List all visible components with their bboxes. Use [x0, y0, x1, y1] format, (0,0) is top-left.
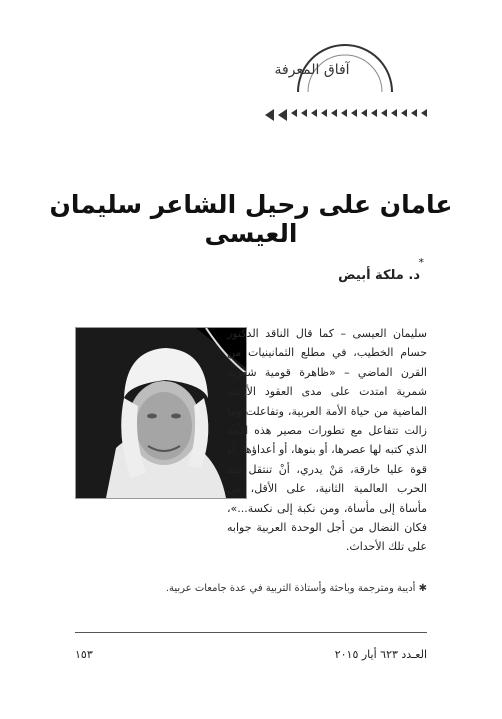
ornament-arrow-icon [311, 109, 317, 117]
ornament-arrow-icon [291, 109, 297, 117]
author-name: د. ملكة أبيض [338, 268, 420, 283]
ornament-arrow-icon [301, 109, 307, 117]
ornament-arrow-icon [381, 109, 387, 117]
article-title: عامان على رحيل الشاعر سليمان العيسى [49, 190, 453, 248]
ornament-arrow-icon [341, 109, 347, 117]
section-ornament [265, 109, 427, 121]
ornament-arrow-icon [331, 109, 337, 117]
ornament-arrow-icon [411, 109, 417, 117]
ornament-arrow-icon [401, 109, 407, 117]
article-paragraph: سليمان العيسى – كما قال الناقد الدكتور حسام الخطيب، في مطلع الثمانينيات من القرن الماضي – «ظاهرة قومية شعرية شمرية امتدت على مدى العقود الأربعة الماضية من حياة الأمة العربية، وتفاعلت وما زالت تتفاعل مع تطورات مصير هذه الأمة الذي كتبه لها عصرها، أو بنوها، أو أعداؤها، أو قوة عليا خارقة، مَنْ يدري، أنْ تنتقل منذ الحرب العالمية الثانية، على الأقل، من مأساة إلى مأساة، ومن نكبة إلى نكسة...»، فكان النضال من أجل الوحدة العربية جوابه على تلك الأحداث. [227, 327, 427, 554]
portrait-image [76, 328, 246, 498]
ornament-arrow-icon [391, 109, 397, 117]
ornament-arrow-icon [351, 109, 357, 117]
ornament-arrow-icon [361, 109, 367, 117]
ornament-arrow-icon [421, 109, 427, 117]
section-title: آفاق المعرفة [274, 62, 350, 78]
author-footnote-marker: * [418, 256, 424, 269]
ornament-arrow-icon [278, 109, 287, 121]
poet-portrait-photo [75, 327, 247, 499]
ornament-arrow-icon [321, 109, 327, 117]
ornament-arrow-icon [371, 109, 377, 117]
footer-rule [75, 632, 427, 633]
footnote-star-icon: ✱ [415, 583, 427, 594]
footnote-text: أديبة ومترجمة وباحثة وأستاذة التربية في عدة جامعات عربية. [165, 583, 416, 594]
author-footnote [97, 583, 427, 594]
ornament-arrow-icon [265, 109, 274, 121]
issue-info: العـدد ٦٢٣ أيار ٢٠١٥ [334, 648, 427, 661]
page-number: ١٥٣ [75, 648, 93, 661]
article-body [227, 324, 427, 557]
